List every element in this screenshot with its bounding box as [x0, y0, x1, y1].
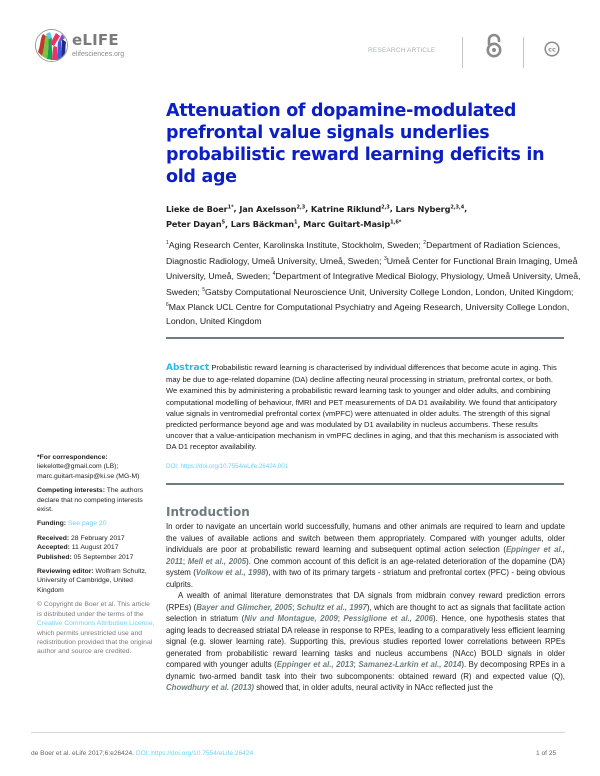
article-type-label: RESEARCH ARTICLE — [368, 47, 436, 54]
abstract-label: Abstract — [166, 363, 210, 373]
intro-paragraph-2: A wealth of animal literature demonstrates that DA signals from midbrain convey reward prediction errors (RPEs) (Bayer and Glimcher, 2005; Schultz et al., 1997), which are thought to act as signals that facilitate action selection in striatum (Niv and Montague, 2009; Pessiglione et al., 2006). Hence, one hypothesis states that aging leads to decreased striatal DA release in response to RPEs, leading to a comparatively less efficient learning signal (e.g. slower learning rate). Supporting this, previous studies reported lower correlations between RPEs generated from probabilistic reward learning tasks and nucleus accumbens (NAcc) BOLD signals in older compared with younger adults (Eppinger et al., 2013; Samanez-Larkin et al., 2014). By decomposing RPEs in a dynamic two-armed bandit task into their two subcomponents: obtained reward (R) and expected value (Q), Chowdhury et al. (2013) showed that, in older adults, neural activity in NAcc reflected just the — [166, 591, 566, 692]
author[interactable]: Katrine Riklund$^{2,3}$ — [310, 203, 390, 214]
header-divider — [462, 37, 463, 68]
author[interactable]: Lieke de Boer$^{1*}$ — [166, 203, 234, 214]
correspondence: *For correspondence: liekelotte@gmail.com (LB); marc.guitart-masip@ki.se (MG-M) — [37, 454, 140, 480]
article-sidebar — [37, 453, 155, 662]
author[interactable]: Lars Bäckman$^1$ — [230, 219, 298, 230]
citation-link[interactable]: Mell et al., 2005 — [187, 556, 247, 566]
journal-url[interactable]: elifesciences.org — [72, 50, 125, 58]
introduction-body — [166, 521, 565, 694]
elife-logo[interactable] — [35, 29, 124, 62]
footer-doi-link[interactable]: DOI: https://doi.org/10.7554/eLife.26424 — [135, 750, 254, 757]
author[interactable]: Marc Guitart-Masip$^{1,6*}$ — [303, 219, 402, 230]
section-divider — [166, 483, 564, 485]
correspondence-emails[interactable]: liekelotte@gmail.com (LB); marc.guitart-masip@ki.se (MG-M) — [37, 463, 140, 480]
footer-citation: de Boer et al. eLife 2017;6:e26424. DOI: https://doi.org/10.7554/eLife.26424 — [31, 750, 254, 757]
author[interactable]: Lars Nyberg$^{2,3,4}$ — [395, 203, 465, 214]
citation-link[interactable]: Eppinger et al., 2011 — [166, 545, 565, 566]
competing-interests: Competing interests: The authors declare that no competing interests exist. — [37, 487, 144, 514]
citation-link[interactable]: Samanez-Larkin et al., 2014 — [358, 660, 462, 669]
author[interactable]: Peter Dayan$^5$ — [166, 219, 225, 230]
dates: Received: 28 February 2017 Accepted: 11 August 2017 Published: 05 September 2017 — [37, 534, 134, 561]
abstract-text: Probabilistic reward learning is characterised by individual differences that become acute in aging. This may be due to age-related dopamine (DA) decline affecting neural processing in striatum, prefrontal cortex, or both. We examined this by administering a probabilistic reward learning task to younger and older adults, and combining computational modelling of behaviour, fMRI and PET measurements of DA D1 availability. We found that anticipatory value signals in ventromedial prefrontal cortex (vmPFC) were attenuated in older adults. The strength of this signal predicted performance beyond age and was modulated by D1 availability in nucleus accumbens. These results uncover that a value-anticipation mechanism in vmPFC declines in aging, and that this mechanism is associated with DA D1 receptor availability. — [166, 363, 559, 452]
copyright-icon: © — [37, 601, 43, 609]
citation-link[interactable]: Pessiglione et al., 2006 — [343, 614, 433, 623]
funding-link[interactable]: See page 20 — [67, 520, 107, 528]
citation-link[interactable]: Niv and Montague, 2009 — [244, 614, 338, 623]
section-divider — [166, 337, 564, 339]
journal-name: eLIFE — [72, 30, 119, 49]
svg-text:cc: cc — [548, 45, 556, 54]
footer-divider — [31, 732, 565, 733]
abstract — [166, 362, 564, 453]
creative-commons-icon[interactable] — [544, 41, 560, 62]
reviewing-editor: Reviewing editor: Wolfram Schultz, University of Cambridge, United Kingdom — [37, 568, 147, 594]
elife-logo-icon — [35, 29, 68, 62]
affiliations: $^1$Aging Research Center, Karolinska Institute, Stockholm, Sweden; $^2$Department of Radiation Sciences, Diagnostic Radiology, Umeå University, Umeå, Sweden; $^3$Umeå Center for Functional Brain Imaging, Umeå University, Umeå, Sweden; $^4$Department of Integrative Medical Biology, Physiology, Umeå University, Umeå, Sweden; $^5$Gatsby Computational Neuroscience Unit, University College London, London, United Kingdom; $^6$Max Planck UCL Centre for Computational Psychiatry and Ageing Research, University College London, London, United Kingdom — [166, 239, 581, 326]
citation-link[interactable]: Schultz et al., 1997 — [296, 602, 367, 612]
funding: Funding: See page 20 — [37, 520, 107, 528]
page-number: 1 of 25 — [536, 750, 557, 757]
intro-paragraph-1: In order to navigate an uncertain world successfully, humans and other animals are required to learn and update the values of available actions and switch between them appropriately. Compared with younger adults, older individuals are poor at probabilistic reward learning and subsequent optimal action selection (Eppinger et al., 2011; Mell et al., 2005). One common account of this deficit is an age-related deterioration of the dopamine (DA) system (Volkow et al., 1998), with two of its primary targets - striatum and prefrontal cortex (PFC) - being obvious culprits. — [166, 522, 566, 589]
author[interactable]: Jan Axelsson$^{2,3}$ — [239, 203, 306, 214]
abstract-doi-link[interactable]: DOI: https://doi.org/10.7554/eLife.26424.001 — [166, 463, 289, 470]
citation-link[interactable]: Volkow et al., 1998 — [195, 568, 266, 577]
introduction-heading: Introduction — [166, 505, 250, 519]
copyright-notice: © Copyright de Boer et al. This article is distributed under the terms of the Creative Commons Attribution License, which permits unrestricted use and redistribution provided that the original author and source are credited. — [37, 601, 155, 656]
citation-link[interactable]: Bayer and Glimcher, 2005 — [196, 602, 293, 612]
citation-link[interactable]: Eppinger et al., 2013 — [276, 660, 354, 669]
article-title: Attenuation of dopamine-modulated prefrontal value signals underlies probabilistic reward learning deficits in old age — [166, 101, 545, 187]
open-access-icon[interactable] — [485, 33, 503, 64]
author-list: Lieke de Boer$^{1*}$, Jan Axelsson$^{2,3}$, Katrine Riklund$^{2,3}$, Lars Nyberg$^{2,3,4}$, Peter Dayan$^5$, Lars Bäckman$^1$, Marc Guitart-Masip$^{1,6*}$ — [166, 203, 468, 230]
citation-link[interactable]: Chowdhury et al. (2013) — [166, 683, 255, 692]
license-link[interactable]: Creative Commons Attribution License, — [37, 620, 155, 628]
header-divider — [523, 37, 524, 68]
